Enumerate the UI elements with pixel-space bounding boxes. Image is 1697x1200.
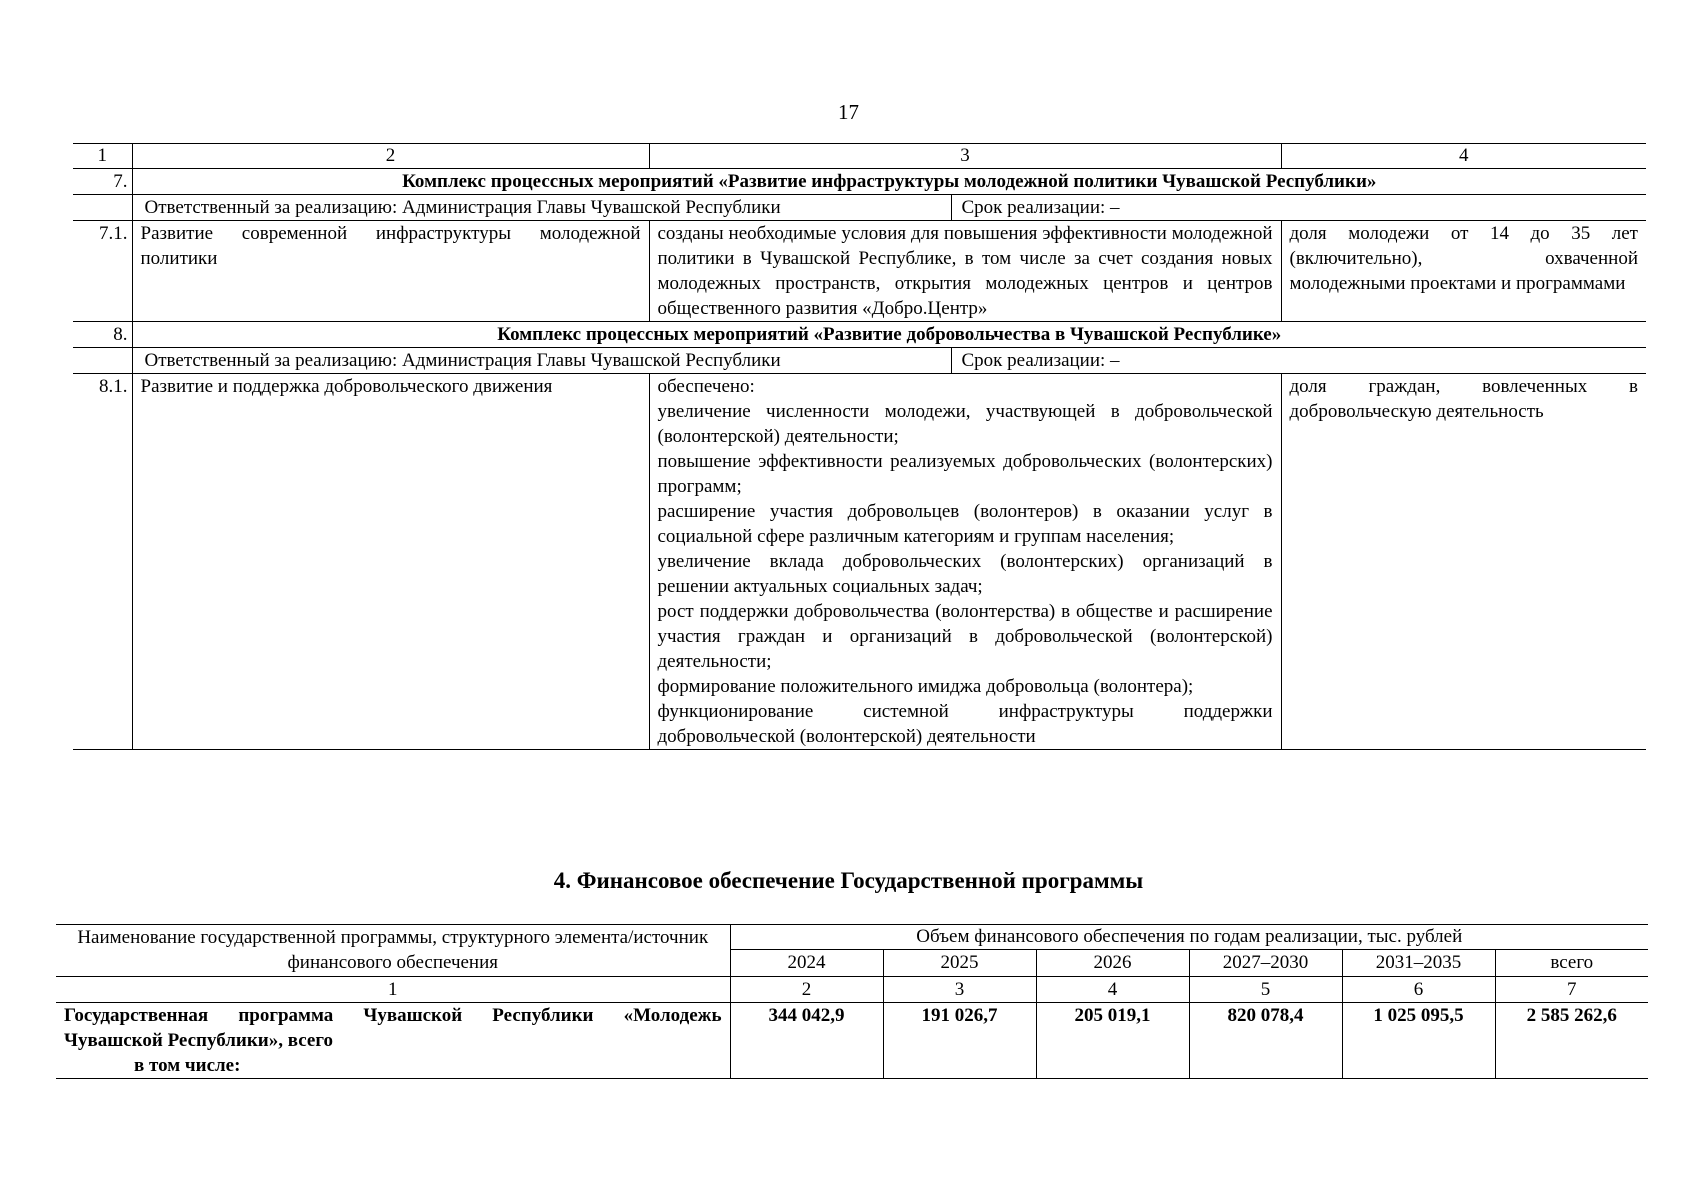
result-line: расширение участия добровольцев (волонтеров) в оказании услуг в социальной сфере различным категориям и группам населения; xyxy=(657,501,1273,547)
column-number: 2 xyxy=(132,144,649,169)
column-number: 7 xyxy=(1495,977,1648,1003)
item-number: 7.1. xyxy=(73,221,132,322)
column-number: 4 xyxy=(1036,977,1189,1003)
year-header: 2027–2030 xyxy=(1189,950,1342,977)
column-number: 3 xyxy=(883,977,1036,1003)
column-numbers-row xyxy=(73,144,1646,169)
item-7-1-row xyxy=(73,221,1646,322)
year-header: 2026 xyxy=(1036,950,1189,977)
responsible-text: Ответственный за реализацию: Администрация Главы Чувашской Республики xyxy=(144,350,781,371)
value-cell: 1 025 095,5 xyxy=(1342,1003,1495,1079)
responsible-text: Ответственный за реализацию: Администрация Главы Чувашской Республики xyxy=(144,197,781,218)
column-number: 1 xyxy=(73,144,132,169)
program-total-row xyxy=(56,1003,1648,1079)
result-line: обеспечено: xyxy=(657,376,755,397)
value-cell: 344 042,9 xyxy=(730,1003,883,1079)
section-title: Комплекс процессных мероприятий «Развитие инфраструктуры молодежной политики Чувашской Республики» xyxy=(132,169,1646,195)
term-text: Срок реализации: – xyxy=(951,195,1120,220)
program-name: Государственная программа Чувашской Республики «Молодежь Чувашской Республики», всего xyxy=(64,1005,722,1051)
page-number: 17 xyxy=(838,100,859,124)
program-sub: в том числе: xyxy=(134,1055,241,1076)
result-line: рост поддержки добровольчества (волонтерства) в обществе и расширение участия граждан и организаций в добровольческой (волонтерской) деятельности; xyxy=(657,601,1273,672)
section-number: 8. xyxy=(73,322,132,348)
year-header: всего xyxy=(1495,950,1648,977)
item-indicator: доля молодежи от 14 до 35 лет (включительно), охваченной молодежными проектами и программами xyxy=(1281,221,1646,322)
column-number: 1 xyxy=(56,977,730,1003)
value-cell: 191 026,7 xyxy=(883,1003,1036,1079)
empty-cell xyxy=(73,195,132,221)
column-number: 4 xyxy=(1281,144,1646,169)
result-line: формирование положительного имиджа добровольца (волонтера); xyxy=(657,676,1194,697)
year-header: 2031–2035 xyxy=(1342,950,1495,977)
section-title: Комплекс процессных мероприятий «Развитие добровольчества в Чувашской Республике» xyxy=(132,322,1646,348)
column-number: 3 xyxy=(649,144,1281,169)
financing-table xyxy=(56,924,1648,1079)
item-number: 8.1. xyxy=(73,374,132,750)
section-heading: 4. Финансовое обеспечение Государственной программы xyxy=(553,868,1144,893)
volume-header: Объем финансового обеспечения по годам реализации, тыс. рублей xyxy=(730,925,1648,950)
empty-cell xyxy=(73,348,132,374)
name-header: Наименование государственной программы, структурного элемента/источник финансового обеспечения xyxy=(56,925,730,977)
item-result: созданы необходимые условия для повышения эффективности молодежной политики в Чувашской Республике, в том числе за счет создания новых молодежных пространств, открытия молодежных центров и центров общественного развития «Добро.Центр» xyxy=(649,221,1281,322)
value-cell: 2 585 262,6 xyxy=(1495,1003,1648,1079)
year-header: 2024 xyxy=(730,950,883,977)
column-numbers-row xyxy=(56,977,1648,1003)
item-result xyxy=(649,374,1281,750)
year-header: 2025 xyxy=(883,950,1036,977)
item-8-1-row xyxy=(73,374,1646,750)
column-number: 2 xyxy=(730,977,883,1003)
result-line: повышение эффективности реализуемых добровольческих (волонтерских) программ; xyxy=(657,451,1273,497)
financing-header-row xyxy=(56,925,1648,950)
activities-table xyxy=(73,143,1646,750)
result-line: увеличение численности молодежи, участвующей в добровольческой (волонтерской) деятельности; xyxy=(657,401,1273,447)
section-7-responsible-row xyxy=(73,195,1646,221)
result-line: функционирование системной инфраструктуры поддержки добровольческой (волонтерской) деятельности xyxy=(657,701,1273,747)
column-number: 6 xyxy=(1342,977,1495,1003)
item-task: Развитие современной инфраструктуры молодежной политики xyxy=(132,221,649,322)
value-cell: 820 078,4 xyxy=(1189,1003,1342,1079)
item-indicator: доля граждан, вовлеченных в добровольческую деятельность xyxy=(1281,374,1646,750)
term-text: Срок реализации: – xyxy=(951,348,1120,373)
value-cell: 205 019,1 xyxy=(1036,1003,1189,1079)
column-number: 5 xyxy=(1189,977,1342,1003)
program-name-cell xyxy=(56,1003,730,1079)
section-8-title-row xyxy=(73,322,1646,348)
section-7-title-row xyxy=(73,169,1646,195)
section-number: 7. xyxy=(73,169,132,195)
item-task: Развитие и поддержка добровольческого движения xyxy=(132,374,649,750)
result-line: увеличение вклада добровольческих (волонтерских) организаций в решении актуальных социальных задач; xyxy=(657,551,1273,597)
section-8-responsible-row xyxy=(73,348,1646,374)
